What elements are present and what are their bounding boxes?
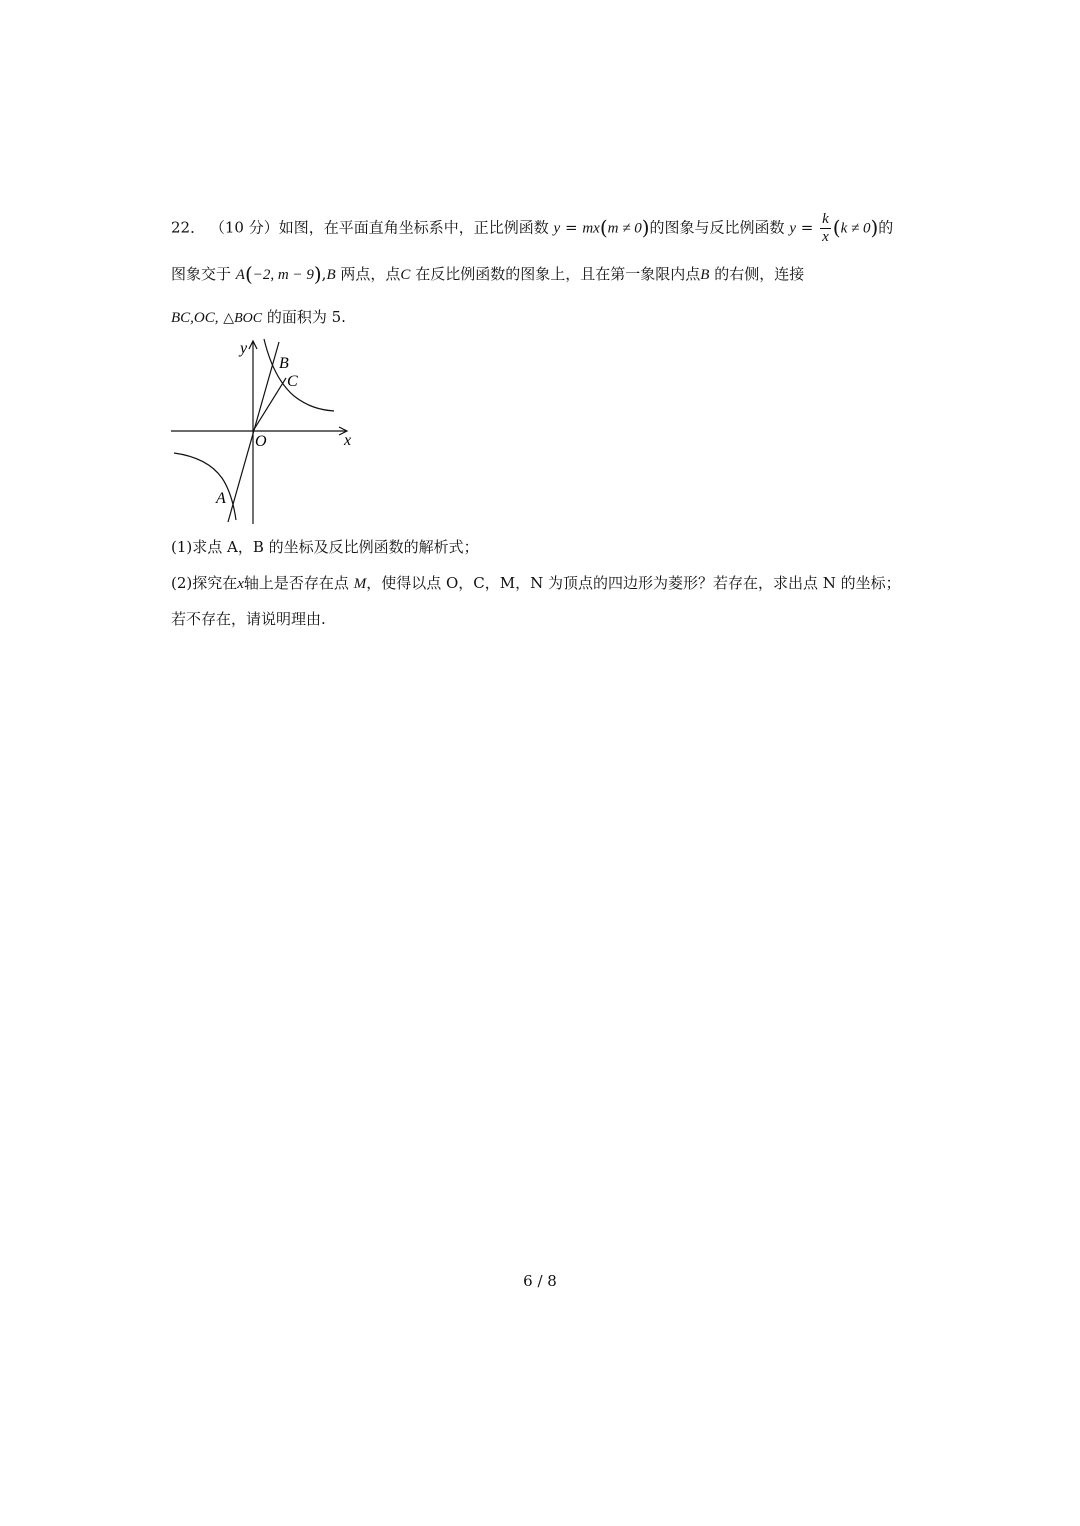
hyperbola-branch-third-quadrant	[174, 453, 236, 520]
text-segment: ，使得以点 O，C，M，N 为顶点的四边形为菱形？若存在，求出点 N 的坐标；	[366, 574, 901, 592]
subquestion-2	[171, 572, 901, 593]
question-end1: 的	[878, 218, 894, 237]
point-b-figure-label: B	[279, 355, 289, 372]
page-number: 6 / 8	[523, 1272, 557, 1290]
question-line-1: 22． （10 分）如图，在平面直角坐标系中，正比例函数 y = mx(m ≠ 0)的图象与反比例函数 y = $\frac{k}{x}$ (k ≠ 0)的	[171, 211, 894, 245]
fraction-denominator: x	[822, 229, 829, 245]
question-intro: 如图，在平面直角坐标系中，正比例函数	[278, 218, 549, 237]
function1-rhs: mx	[582, 220, 600, 237]
point-a-figure-label: A	[216, 490, 226, 507]
x-axis-label: x	[344, 432, 352, 449]
x-axis-variable: x	[237, 576, 244, 592]
point-a-coordinates: −2, m − 9	[252, 267, 314, 283]
fraction-numerator: k	[822, 211, 829, 227]
subquestion-1	[171, 536, 479, 557]
area-statement: 的面积为 5.	[266, 308, 346, 326]
function2-condition: k ≠ 0	[840, 220, 871, 237]
subquestion-1-text: (1)求点 A，B 的坐标及反比例函数的解析式；	[171, 538, 479, 556]
coordinate-figure	[166, 336, 366, 526]
point-m-label: M	[353, 576, 367, 592]
point-a-label: A	[235, 267, 245, 283]
y-axis-label: y	[240, 340, 248, 357]
function1-lhs: y	[553, 220, 561, 237]
point-c-label: C	[400, 267, 411, 283]
hyperbola-branch-first-quadrant	[264, 339, 334, 411]
function2-fraction	[820, 212, 831, 245]
point-b-label: B	[326, 267, 336, 283]
text-segment: (2)探究在	[171, 574, 238, 592]
question-points: （10 分）	[209, 218, 279, 237]
origin-label: O	[255, 433, 267, 450]
point-c-figure-label: C	[287, 373, 298, 390]
segment-oc	[253, 378, 286, 431]
triangle-label: △BOC	[223, 311, 263, 326]
text-segment: 的右侧，连接	[714, 265, 805, 283]
text-segment: 在反比例函数的图象上，且在第一象限内点	[415, 265, 701, 283]
question-line-2: 图象交于 A(−2, m − 9),B 两点，点C 在反比例函数的图象上，且在第一象限内点B 的右侧，连接	[171, 262, 805, 286]
question-line-3	[171, 306, 346, 327]
segments-label: BC,OC,	[171, 310, 219, 326]
question-number: 22．	[171, 218, 206, 237]
question-mid: 的图象与反比例函数	[649, 218, 785, 237]
text-segment: 图象交于	[171, 265, 232, 283]
subquestion-2-continuation: 若不存在，请说明理由.	[171, 610, 326, 628]
point-b-label-2: B	[700, 267, 710, 283]
text-segment: ,	[321, 265, 327, 283]
function1-condition: m ≠ 0	[607, 220, 642, 237]
text-segment: 两点，点	[340, 265, 401, 283]
function2-lhs: y	[789, 220, 796, 237]
text-segment: 轴上是否存在点	[243, 574, 349, 592]
subquestion-2-line-2	[171, 608, 326, 629]
